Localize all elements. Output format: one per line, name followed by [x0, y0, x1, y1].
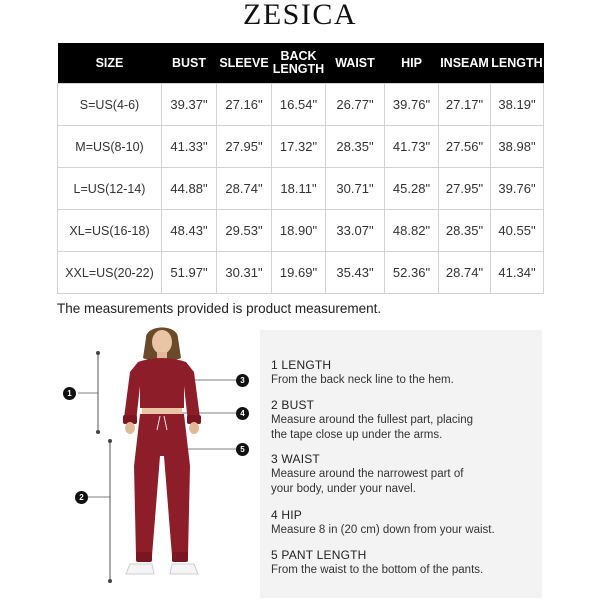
table-body: [58, 84, 544, 294]
guide-text: Measure 8 in (20 cm) down from your waist.: [271, 524, 495, 536]
measurement-cell: 41.33": [162, 126, 217, 168]
measurement-cell: 48.82": [385, 210, 439, 252]
measurement-cell: 29.53": [217, 210, 272, 252]
right-sneaker: [170, 564, 198, 574]
measurement-cell: 16.54": [272, 84, 326, 126]
header-size: SIZE: [58, 43, 162, 84]
table-row: [58, 210, 544, 252]
measurement-cell: 27.17": [439, 84, 491, 126]
measurement-cell: 26.77": [326, 84, 385, 126]
header-bust: BUST: [162, 43, 217, 84]
header-hip: HIP: [385, 43, 439, 84]
guide-waist: [271, 452, 533, 497]
measurement-cell: 40.55": [491, 210, 544, 252]
guide-title: 1 LENGTH: [271, 358, 332, 372]
measurement-cell: 41.73": [385, 126, 439, 168]
measurement-guide-panel: [260, 330, 542, 598]
header-inseam: INSEAM: [439, 43, 491, 84]
measurement-cell: 38.98": [491, 126, 544, 168]
guide-text: Measure around the fullest part, placing the tape close up under the arms.: [271, 414, 474, 441]
measurement-cell: 33.07": [326, 210, 385, 252]
size-label-cell: M=US(8-10): [58, 126, 162, 168]
measurement-cell: 48.43": [162, 210, 217, 252]
header-sleeve: SLEEVE: [217, 43, 272, 84]
header-back-length: BACK LENGTH: [272, 43, 326, 84]
measurement-cell: 17.32": [272, 126, 326, 168]
size-table: [57, 43, 544, 294]
measurement-cell: 28.35": [439, 210, 491, 252]
guide-length: [271, 358, 533, 388]
measurement-cell: 18.11": [272, 168, 326, 210]
measurement-cell: 45.28": [385, 168, 439, 210]
measurement-cell: 52.36": [385, 252, 439, 294]
measurement-cell: 28.74": [439, 252, 491, 294]
size-label-cell: XXL=US(20-22): [58, 252, 162, 294]
brand-logo: ZESICA: [243, 0, 357, 31]
table-row: [58, 126, 544, 168]
measurement-cell: 35.43": [326, 252, 385, 294]
measurement-cell: 30.31": [217, 252, 272, 294]
guide-text: Measure around the narrowest part of your body, under your navel.: [271, 468, 464, 495]
guide-hip: [271, 508, 533, 538]
face: [152, 330, 172, 354]
guide-title: 4 HIP: [271, 508, 303, 522]
marker-pant-length: 2: [75, 491, 88, 504]
jogger-pants: [134, 414, 190, 556]
guide-title: 3 WAIST: [271, 452, 320, 466]
size-label-cell: XL=US(16-18): [58, 210, 162, 252]
measurement-cell: 39.76": [385, 84, 439, 126]
marker-waist: 4: [236, 407, 249, 420]
guide-title: 2 BUST: [271, 398, 315, 412]
measurement-cell: 41.34": [491, 252, 544, 294]
measurement-cell: 27.16": [217, 84, 272, 126]
guide-text: From the back neck line to the hem.: [271, 374, 454, 386]
guide-bust: [271, 398, 533, 443]
marker-length: 1: [63, 387, 76, 400]
measurement-cell: 51.97": [162, 252, 217, 294]
measurement-cell: 39.37": [162, 84, 217, 126]
measurement-cell: 19.69": [272, 252, 326, 294]
model-illustration: [60, 326, 260, 600]
marker-bust: 3: [236, 374, 249, 387]
table-row: [58, 168, 544, 210]
measurement-cell: 27.95": [217, 126, 272, 168]
measurement-cell: 38.19": [491, 84, 544, 126]
measurement-cell: 27.56": [439, 126, 491, 168]
guide-text: From the waist to the bottom of the pants.: [271, 564, 484, 576]
measurement-cell: 39.76": [491, 168, 544, 210]
header-waist: WAIST: [326, 43, 385, 84]
size-label-cell: L=US(12-14): [58, 168, 162, 210]
table-row: [58, 84, 544, 126]
marker-hip: 5: [236, 443, 249, 456]
guide-title: 5 PANT LENGTH: [271, 548, 367, 562]
measurement-cell: 27.95": [439, 168, 491, 210]
measurement-note: The measurements provided is product measurement.: [57, 301, 382, 316]
left-sneaker: [126, 564, 154, 574]
measurement-cell: 30.71": [326, 168, 385, 210]
measurement-cell: 28.35": [326, 126, 385, 168]
table-header-row: [58, 43, 544, 84]
measurement-cell: 44.88": [162, 168, 217, 210]
header-length: LENGTH: [491, 43, 544, 84]
measurement-cell: 28.74": [217, 168, 272, 210]
model-figure: [60, 326, 260, 600]
guide-pant-length: [271, 548, 533, 578]
size-label-cell: S=US(4-6): [58, 84, 162, 126]
measurement-cell: 18.90": [272, 210, 326, 252]
table-row: [58, 252, 544, 294]
